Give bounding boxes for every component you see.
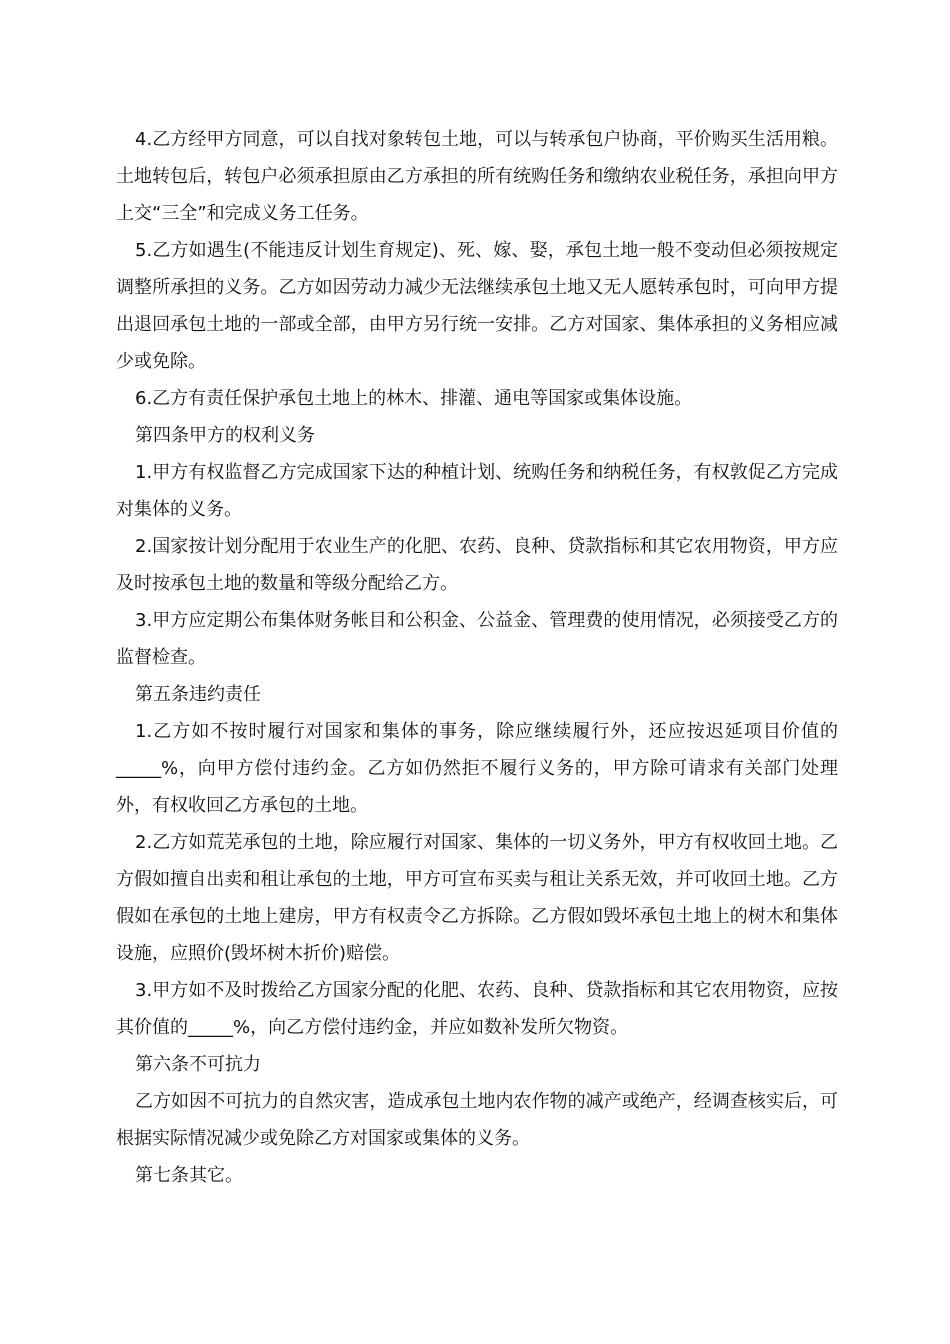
article-5-item-1: 1.乙方如不按时履行对国家和集体的事务，除应继续履行外，还应按迟延项目价值的_____%，向甲方偿付违约金。乙方如仍然拒不履行义务的，甲方除可请求有关部门处理外，有权收回乙方承包的土地。 <box>116 721 838 816</box>
article-5-heading: 第五条违约责任 <box>135 684 261 705</box>
clause-3-item-5: 5.乙方如遇生(不能违反计划生育规定)、死、嫁、娶，承包土地一般不变动但必须按规定调整所承担的义务。乙方如因劳动力减少无法继续承包土地又无人愿转承包时，可向甲方提出退回承包土地的一部或全部，由甲方另行统一安排。乙方对国家、集体承担的义务相应减少或免除。 <box>116 240 838 372</box>
article-4-item-3: 3.甲方应定期公布集体财务帐目和公积金、公益金、管理费的使用情况，必须接受乙方的监督检查。 <box>116 610 838 668</box>
document-body <box>116 121 838 1194</box>
article-5-item-2: 2.乙方如荒芜承包的土地，除应履行对国家、集体的一切义务外，甲方有权收回土地。乙方假如擅自出卖和租让承包的土地，甲方可宣布买卖与租让关系无效，并可收回土地。乙方假如在承包的土地上建房，甲方有权责令乙方拆除。乙方假如毁坏承包土地上的树木和集体设施，应照价(毁坏树木折价)赔偿。 <box>116 832 838 964</box>
article-4-heading: 第四条甲方的权利义务 <box>135 425 315 446</box>
article-5-item-3: 3.甲方如不及时拨给乙方国家分配的化肥、农药、良种、贷款指标和其它农用物资，应按其价值的_____%，向乙方偿付违约金，并应如数补发所欠物资。 <box>116 980 838 1038</box>
article-6-body: 乙方如因不可抗力的自然灾害，造成承包土地内农作物的减产或绝产，经调查核实后，可根据实际情况减少或免除乙方对国家或集体的义务。 <box>116 1091 838 1149</box>
clause-3-item-6: 6.乙方有责任保护承包土地上的林木、排灌、通电等国家或集体设施。 <box>135 388 693 409</box>
article-4-item-1: 1.甲方有权监督乙方完成国家下达的种植计划、统购任务和纳税任务，有权敦促乙方完成对集体的义务。 <box>116 462 838 520</box>
clause-3-item-4: 4.乙方经甲方同意，可以自找对象转包土地，可以与转承包户协商，平价购买生活用粮。土地转包后，转包户必须承担原由乙方承担的所有统购任务和缴纳农业税任务，承担向甲方上交“三全”和完成义务工任务。 <box>116 129 838 224</box>
article-4-item-2: 2.国家按计划分配用于农业生产的化肥、农药、良种、贷款指标和其它农用物资，甲方应及时按承包土地的数量和等级分配给乙方。 <box>116 536 838 594</box>
article-6-heading: 第六条不可抗力 <box>135 1054 261 1075</box>
article-7-heading: 第七条其它。 <box>135 1165 243 1186</box>
